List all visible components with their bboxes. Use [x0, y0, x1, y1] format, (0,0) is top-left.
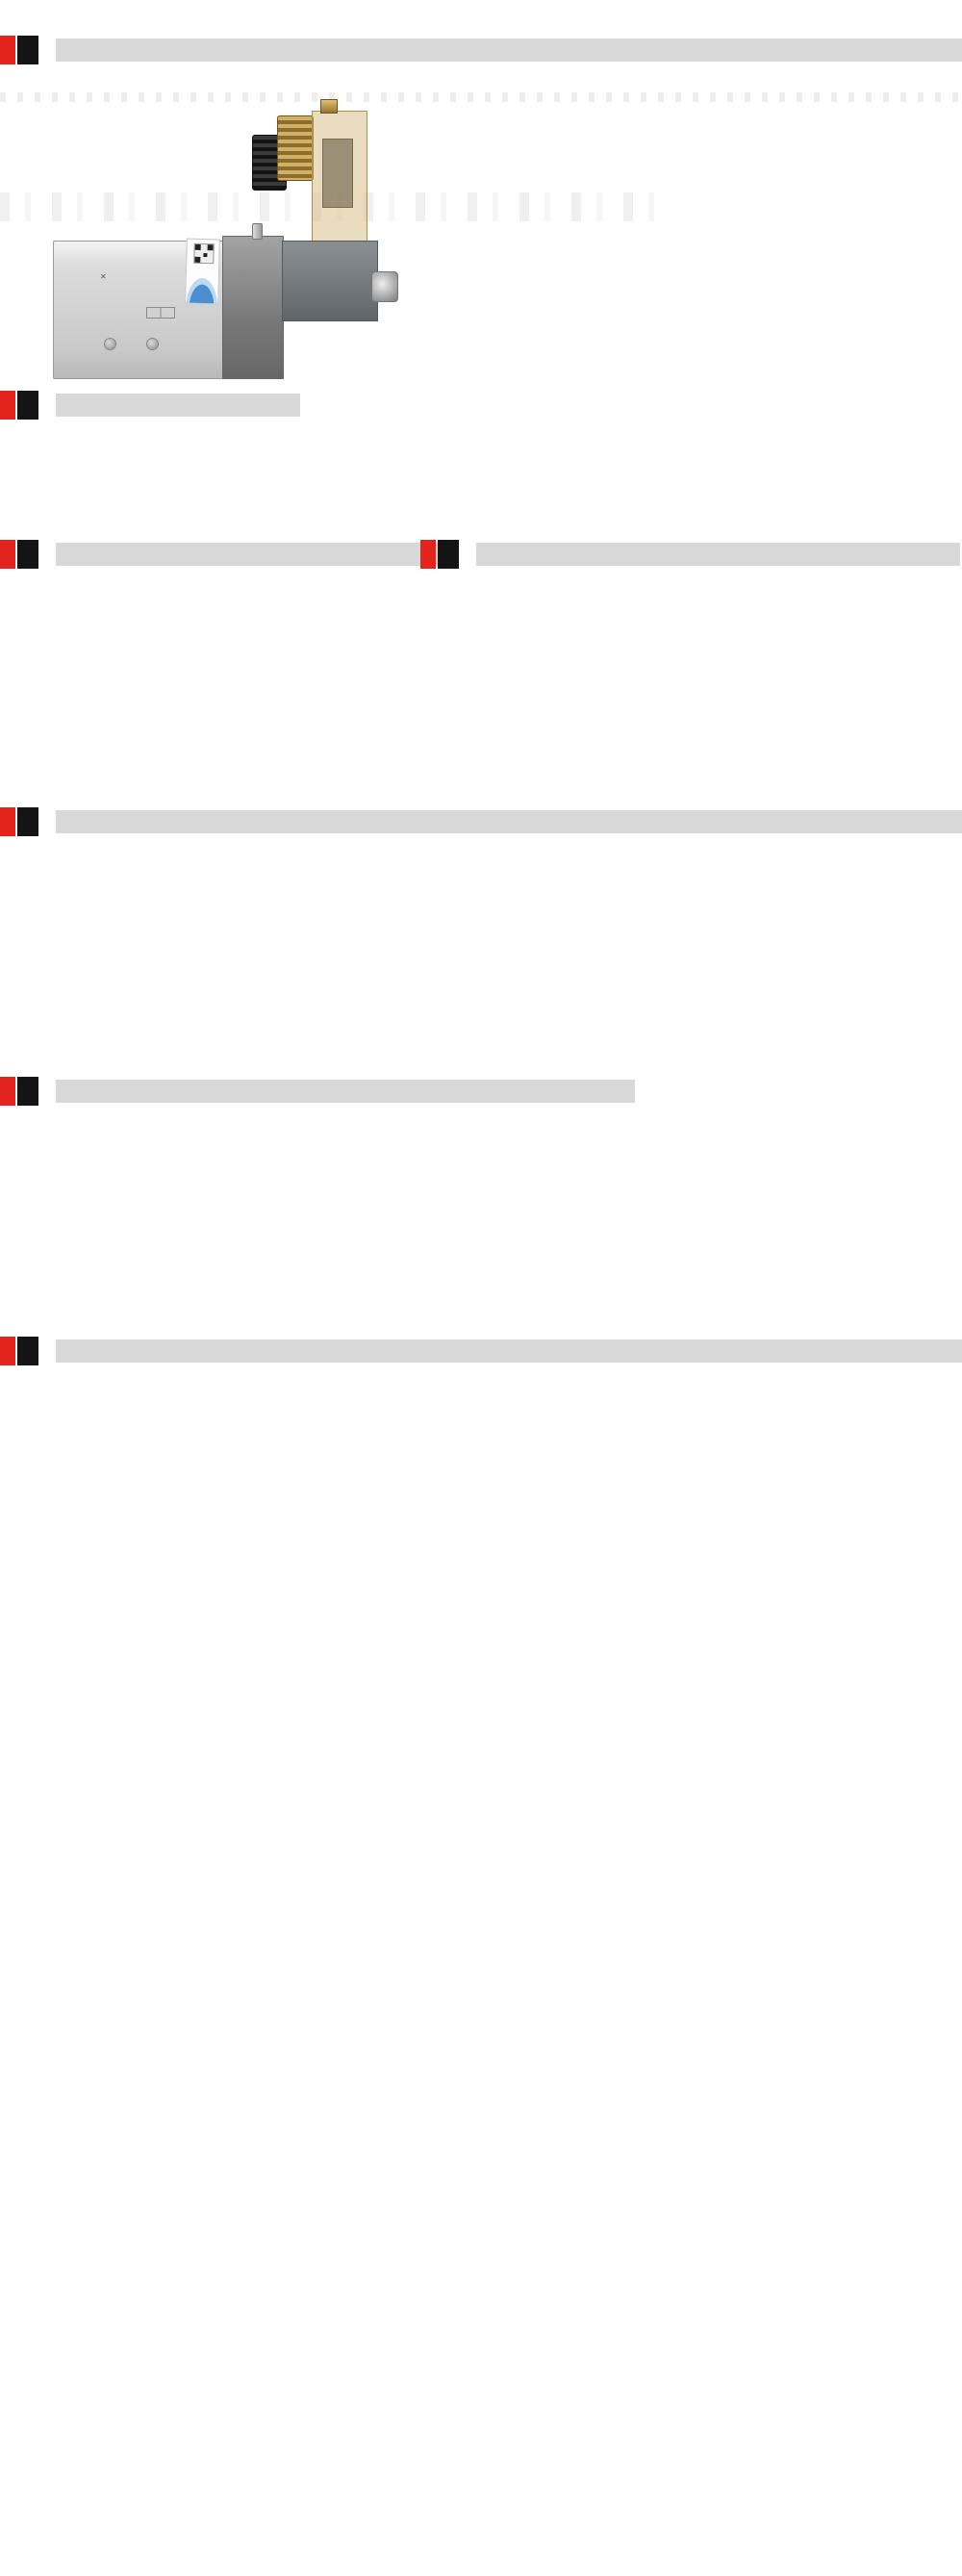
brass-thread	[277, 115, 314, 181]
port-hole	[146, 338, 159, 350]
section-header-specs	[0, 32, 962, 68]
black-accent-block	[17, 807, 38, 836]
red-accent-block	[0, 1337, 15, 1365]
connector-screw	[320, 99, 338, 114]
valve-symbols-figure	[35, 421, 458, 539]
header-bar	[56, 38, 962, 62]
section-header-symbol	[0, 387, 300, 423]
sticker-swoosh	[186, 278, 218, 304]
flow-chart-5v110-m5	[108, 833, 502, 1037]
header-bar	[56, 543, 444, 566]
valve-mid-block	[222, 236, 284, 379]
connector-internals	[322, 139, 353, 208]
header-bar	[56, 1339, 962, 1363]
schematic-mark	[146, 307, 175, 319]
dimension-drawing-5v120	[0, 1775, 962, 2175]
section-header-electrical	[420, 536, 960, 573]
red-accent-block	[0, 807, 15, 836]
port-hole	[104, 338, 116, 350]
section-header-model	[0, 1073, 635, 1109]
black-accent-block	[17, 36, 38, 64]
black-accent-block	[17, 1337, 38, 1365]
qr-sticker	[185, 239, 220, 305]
manual-override-pin	[252, 223, 263, 240]
red-accent-block	[0, 540, 15, 569]
dimension-drawing-5v130	[0, 2175, 962, 2576]
black-accent-block	[17, 391, 38, 420]
red-accent-block	[0, 36, 15, 64]
header-bar	[56, 810, 962, 833]
brand-logo: ✕	[100, 272, 107, 281]
hex-nut	[371, 271, 398, 302]
header-bar	[56, 1080, 635, 1103]
black-accent-block	[17, 1077, 38, 1106]
dimension-drawing-5v110	[0, 1366, 962, 1751]
flow-chart-5v110-06	[550, 833, 954, 1037]
qr-code	[193, 243, 215, 265]
red-accent-block	[0, 1077, 15, 1106]
red-accent-block	[420, 540, 436, 569]
model-code-diagram	[0, 1107, 962, 1333]
din-connector-clear	[312, 111, 367, 243]
black-accent-block	[17, 540, 38, 569]
header-bar	[56, 394, 300, 417]
header-bar	[476, 543, 960, 566]
section-header-dimensions	[0, 1333, 962, 1369]
solenoid-coil	[282, 241, 378, 321]
product-photo	[43, 79, 423, 387]
black-accent-block	[438, 540, 459, 569]
section-header-features	[0, 536, 444, 573]
red-accent-block	[0, 391, 15, 420]
